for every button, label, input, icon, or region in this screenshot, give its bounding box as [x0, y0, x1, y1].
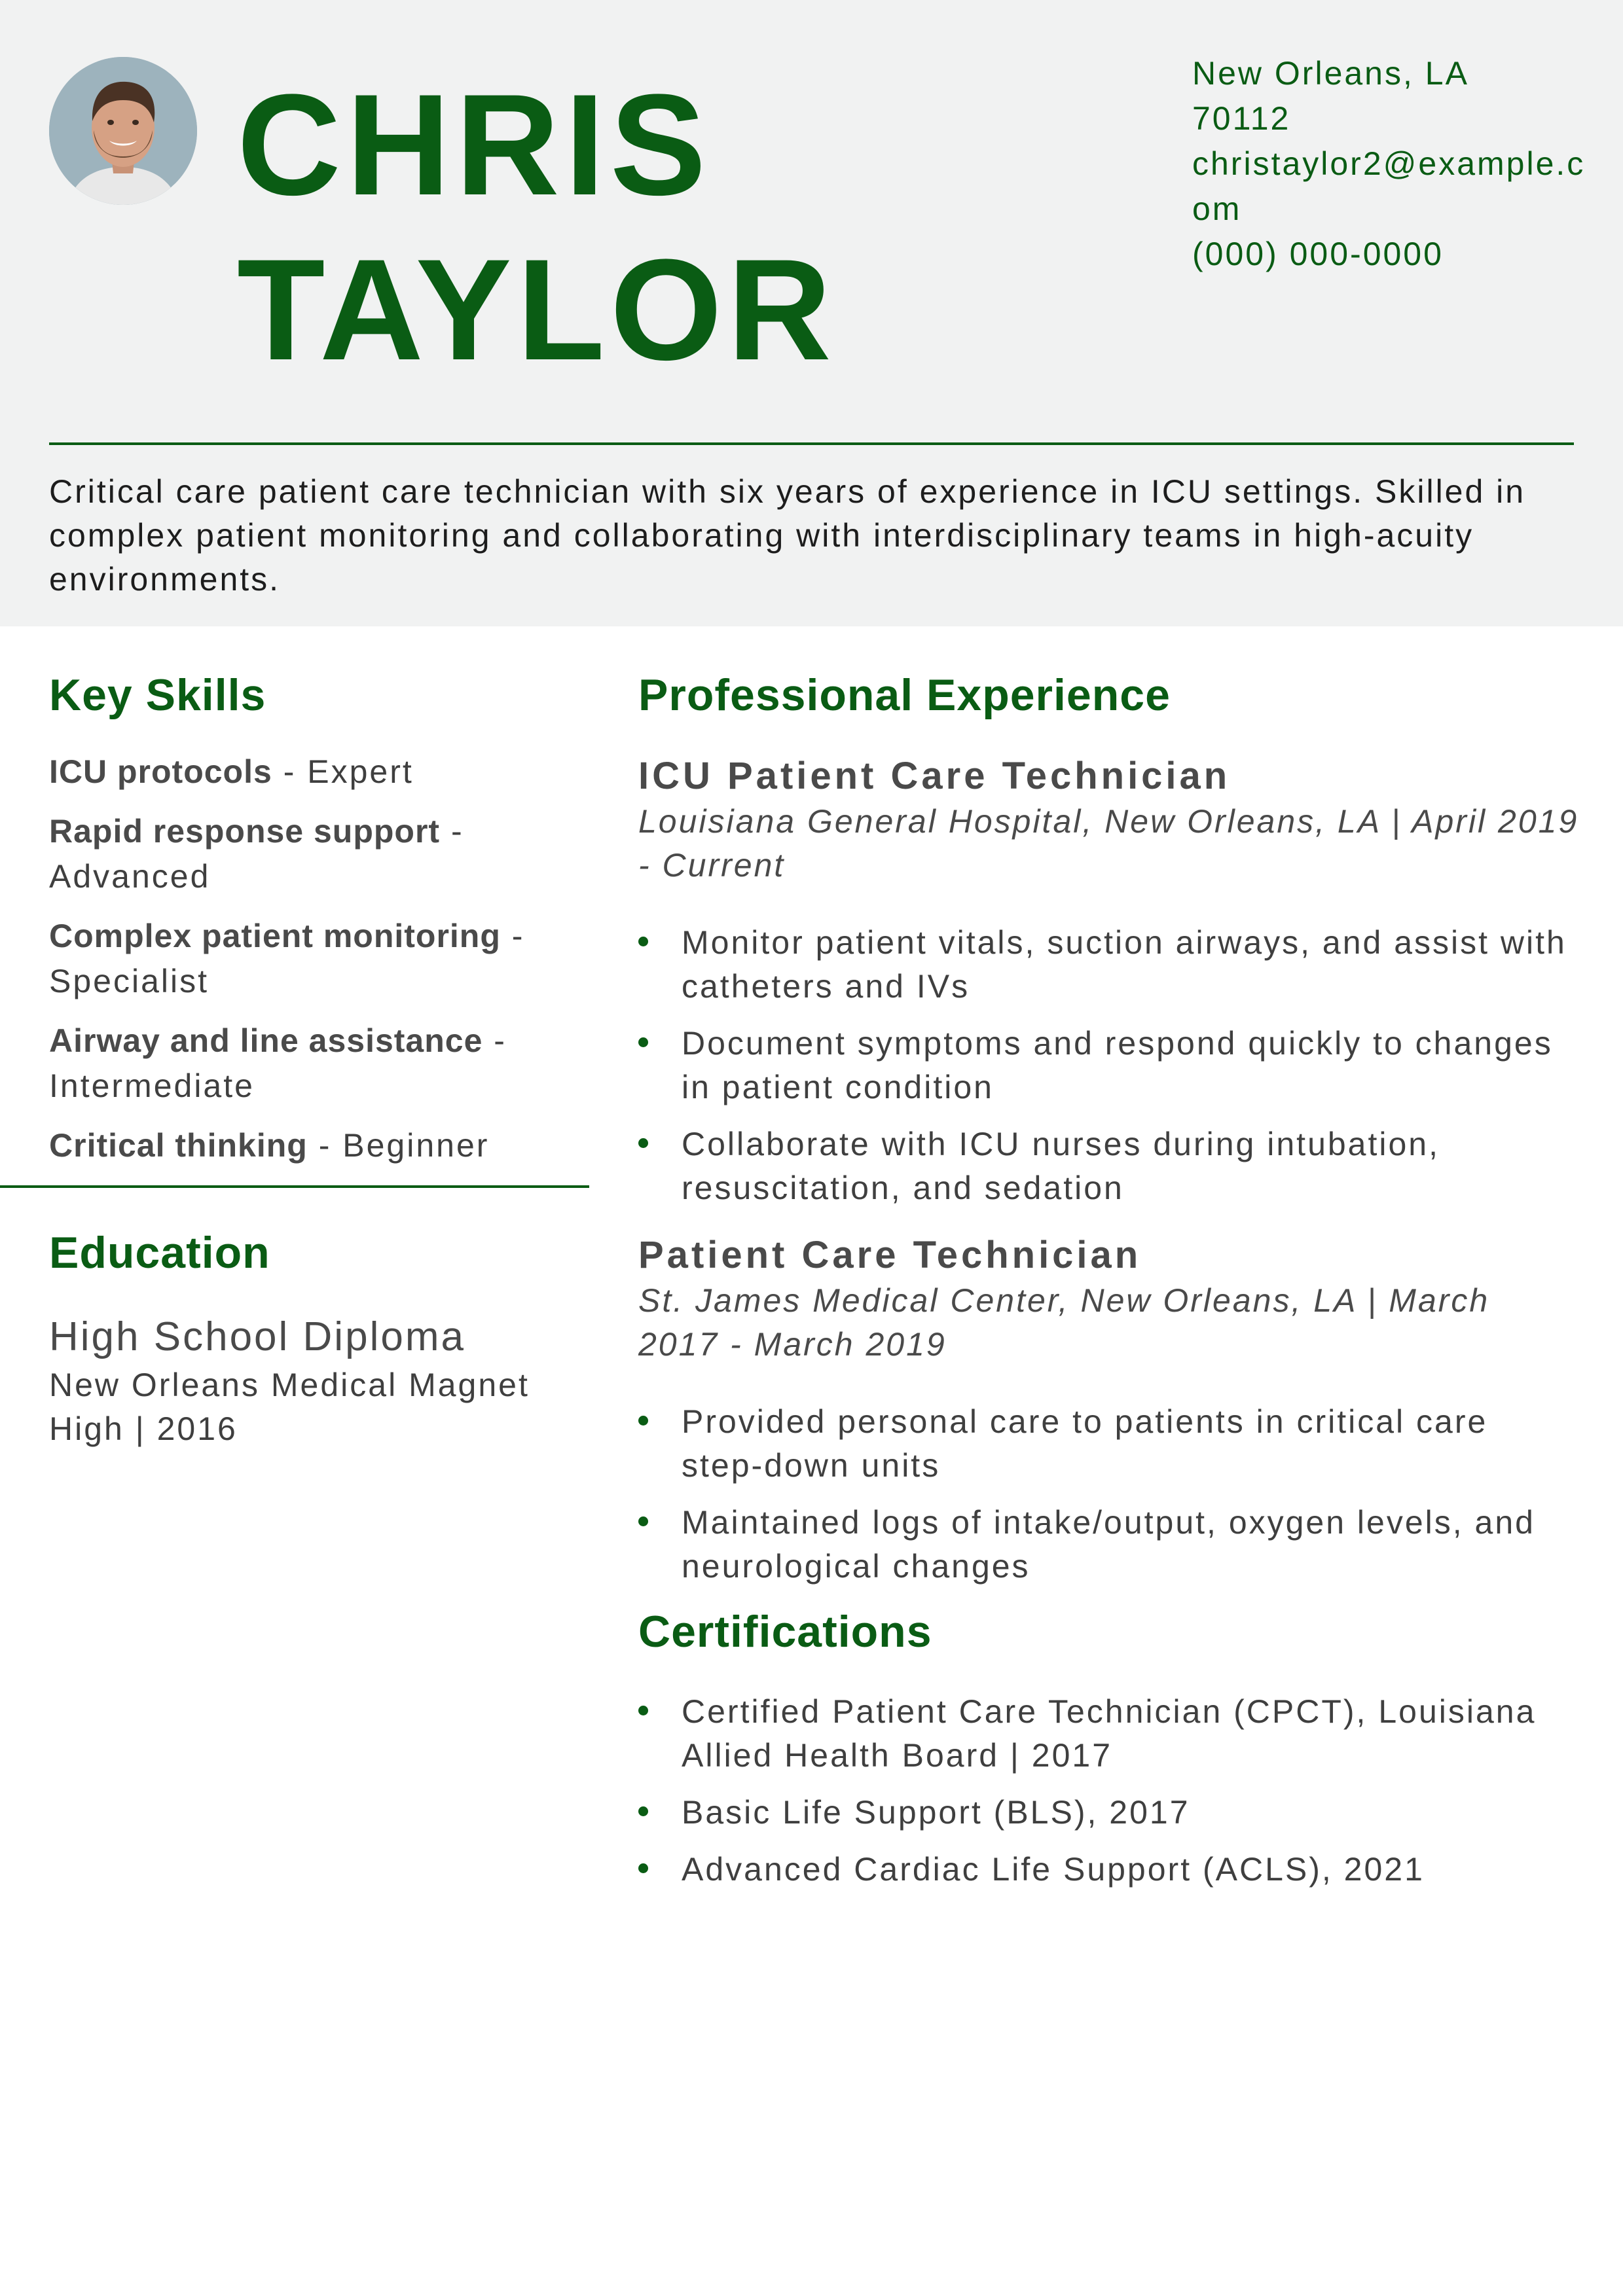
experience-heading: Professional Experience: [638, 670, 1171, 720]
skill-name: Rapid response support: [49, 813, 441, 850]
contact-email[interactable]: christaylor2@example.com: [1192, 145, 1586, 227]
list-item: Advanced Cardiac Life Support (ACLS), 2021: [638, 1848, 1581, 1892]
contact-location-city: New Orleans, LA: [1192, 55, 1469, 92]
bullet-icon: [638, 937, 648, 946]
skills-list: [49, 749, 560, 1183]
certifications-list: [638, 1690, 1581, 1905]
bullet-icon: [638, 1863, 648, 1873]
candidate-name: [237, 62, 837, 392]
bullet-icon: [638, 1706, 648, 1715]
contact-phone[interactable]: (000) 000-0000: [1192, 236, 1444, 272]
job-meta: Louisiana General Hospital, New Orleans, LA | April 2019 - Current: [638, 803, 1579, 884]
avatar: [49, 57, 197, 205]
first-name: CHRIS: [237, 64, 712, 225]
education-degree: High School Diploma: [49, 1314, 465, 1359]
bullet-icon: [638, 1516, 648, 1526]
skill-level: Beginner: [342, 1127, 490, 1164]
skill-level: Expert: [307, 753, 414, 790]
skill-name: Critical thinking: [49, 1127, 308, 1164]
job-title: ICU Patient Care Technician: [638, 755, 1231, 797]
contact-location-zip: 70112: [1192, 100, 1291, 137]
header-band: [0, 0, 1623, 626]
skill-name: ICU protocols: [49, 753, 272, 790]
job-entry-2: [638, 1232, 1581, 1367]
last-name: TAYLOR: [237, 229, 837, 390]
job-title: Patient Care Technician: [638, 1234, 1142, 1276]
skill-item: Rapid response support - Advanced: [49, 813, 464, 895]
bullet-icon: [638, 1037, 648, 1047]
skill-item: Complex patient monitoring - Specialist: [49, 918, 525, 999]
list-item: Provided personal care to patients in critical care step-down units: [638, 1400, 1581, 1488]
job-meta: St. James Medical Center, New Orleans, LA | March 2017 - March 2019: [638, 1282, 1490, 1363]
skill-item: Critical thinking - Beginner: [49, 1127, 490, 1164]
job-1-bullets: [638, 921, 1581, 1223]
list-item: Basic Life Support (BLS), 2017: [638, 1791, 1581, 1835]
education-entry: [49, 1311, 573, 1451]
education-heading: Education: [49, 1228, 270, 1278]
skill-name: Airway and line assistance: [49, 1022, 483, 1059]
avatar-portrait-icon: [49, 57, 197, 205]
skill-item: Airway and line assistance - Intermediate: [49, 1022, 507, 1104]
list-item: Document symptoms and respond quickly to changes in patient condition: [638, 1022, 1581, 1109]
header-divider: [49, 442, 1574, 445]
bullet-icon: [638, 1806, 648, 1816]
skills-divider: [0, 1185, 589, 1188]
skill-level: Advanced: [49, 858, 211, 895]
skill-name: Complex patient monitoring: [49, 918, 501, 954]
skill-level: Specialist: [49, 963, 209, 999]
contact-block: [1192, 51, 1598, 277]
list-item: Maintained logs of intake/output, oxygen levels, and neurological changes: [638, 1501, 1581, 1588]
professional-summary: Critical care patient care technician with six years of experience in ICU settings. Skilled in complex patient monitoring and collaborating with interdisciplinary teams in high-acuity environments.: [49, 473, 1526, 598]
job-entry-1: [638, 753, 1581, 888]
skill-level: Intermediate: [49, 1067, 255, 1104]
job-2-bullets: [638, 1400, 1581, 1602]
bullet-icon: [638, 1138, 648, 1148]
certifications-heading: Certifications: [638, 1607, 932, 1657]
bullet-icon: [638, 1416, 648, 1426]
education-school: New Orleans Medical Magnet High | 2016: [49, 1367, 530, 1447]
list-item: Collaborate with ICU nurses during intubation, resuscitation, and sedation: [638, 1122, 1581, 1210]
skill-item: ICU protocols - Expert: [49, 753, 414, 790]
list-item: Monitor patient vitals, suction airways, and assist with catheters and IVs: [638, 921, 1581, 1009]
key-skills-heading: Key Skills: [49, 670, 266, 720]
list-item: Certified Patient Care Technician (CPCT), Louisiana Allied Health Board | 2017: [638, 1690, 1581, 1778]
